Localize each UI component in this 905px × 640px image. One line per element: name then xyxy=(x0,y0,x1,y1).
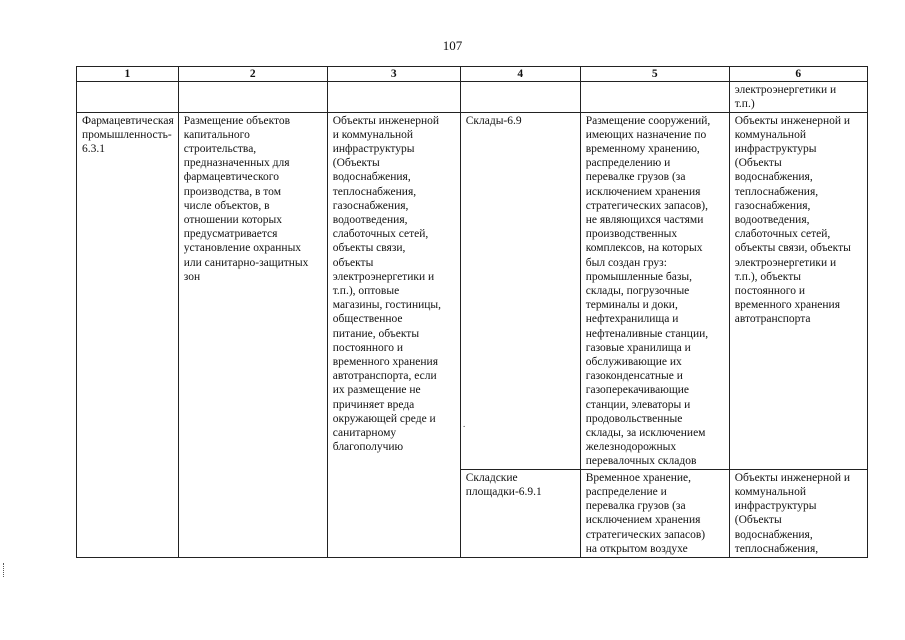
storage-areas-text: Складские площадки-6.9.1 xyxy=(465,471,542,498)
continuation-cell-2 xyxy=(178,82,327,112)
storage-areas-auxiliary-text: Объекты инженерной и коммунальной инфраструктуры (Объекты водоснабжения, теплоснабжения, xyxy=(734,471,851,555)
warehouses-auxiliary-text: Объекты инженерной и коммунальной инфраструктуры (Объекты водоснабжения, теплоснабжения, газоснабжения, водоотведения, слаботочных сетей, объекты связи, объекты электроэнергетики и т.п.), объекты постоянного и временного хранения автотранспорта xyxy=(734,114,851,326)
scan-edge-mark xyxy=(3,563,6,577)
continuation-cell-4 xyxy=(460,82,580,112)
cell-warehouses-description xyxy=(580,112,729,469)
stray-dot: . xyxy=(463,419,466,429)
continuation-cell-5 xyxy=(580,82,729,112)
cell-storage-areas-auxiliary xyxy=(729,469,867,557)
column-header-3: 3 xyxy=(327,67,460,82)
continuation-cell-6 xyxy=(729,82,867,112)
warehouses-description-text: Размещение сооружений, имеющих назначение по временному хранению, распределению и перевалке грузов (за исключением хранения стратегических запасов), не являющихся частями производственных комплексов, на которых был создан груз: промышленные базы, склады, погрузочные терминалы и доки, нефтехранилища и нефтеналивные станции, газовые хранилища и обслуживающие их газоконденсатные и газоперекачивающие станции, элеваторы и продовольственные склады, за исключением железнодорожных перевалочных складов xyxy=(585,114,711,468)
continuation-row xyxy=(77,82,868,112)
storage-areas-description-text: Временное хранение, распределение и перевалка грузов (за исключением хранения стратегических запасов) на открытом воздухе xyxy=(585,471,706,555)
column-header-1: 1 xyxy=(77,67,179,82)
cell-storage-areas-description xyxy=(580,469,729,557)
column-header-4: 4 xyxy=(460,67,580,82)
cell-warehouses-auxiliary xyxy=(729,112,867,469)
column-header-6: 6 xyxy=(729,67,867,82)
table-row-pharma xyxy=(77,112,868,469)
cell-activity-description xyxy=(178,112,327,557)
cell-conditional-use-warehouses xyxy=(460,112,580,469)
activity-name-text: Фармацевтическая промышленность- 6.3.1 xyxy=(82,114,174,156)
activity-description-text: Размещение объектов капитального строительства, предназначенных для фармацевтического производства, в том числе объектов, в отношении которых предусматривается установление охранных или санитарно-защитных зон xyxy=(183,114,309,283)
zoning-table xyxy=(76,66,868,558)
continuation-cell-3 xyxy=(327,82,460,112)
continuation-cell-6-text: электроэнергетики и т.п.) xyxy=(734,84,837,111)
page-number: 107 xyxy=(442,38,463,53)
cell-auxiliary-uses xyxy=(327,112,460,557)
column-number-row xyxy=(77,67,868,82)
column-header-5: 5 xyxy=(580,67,729,82)
cell-storage-areas xyxy=(460,469,580,557)
auxiliary-uses-text: Объекты инженерной и коммунальной инфраструктуры (Объекты водоснабжения, теплоснабжения, газоснабжения, водоотведения, слаботочных сетей, объекты связи, объекты электроэнергетики и т.п.), оптовые магазины, гостиницы, общественное питание, объекты постоянного и временного хранения автотранспорта, если их размещение не причиняет вреда окружающей среде и санитарному благополучию xyxy=(332,114,442,454)
warehouses-text: Склады-6.9 xyxy=(465,114,522,127)
cell-activity-name xyxy=(77,112,179,557)
continuation-cell-1 xyxy=(77,82,179,112)
column-header-2: 2 xyxy=(178,67,327,82)
